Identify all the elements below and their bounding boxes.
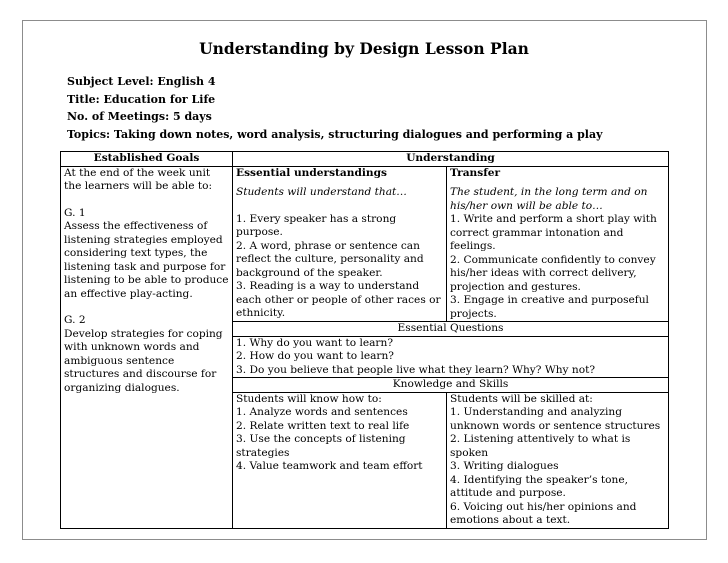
transfer-item: 2. Communicate confidently to convey his/her ideas with correct delivery, projection and gestures. (450, 253, 656, 293)
subject-level: Subject Level: English 4 (67, 75, 216, 88)
skilled-item: 3. Writing dialogues (450, 460, 559, 472)
know-item: 1. Analyze words and sentences (236, 406, 408, 418)
know-item: 4. Value teamwork and team effort (236, 460, 423, 472)
skilled-item: 1. Understanding and analyzing unknown words or sentence structures (450, 406, 661, 432)
goal-1-text: Assess the effectiveness of listening strategies employed considering text types, the listening task and purpose for listening to be able to produce an effective play-acting. (64, 220, 229, 300)
essential-item: 3. Reading is a way to understand each other or people of other races or ethnicity. (236, 280, 441, 319)
understanding-header: Understanding (233, 152, 669, 167)
essential-item: 2. A word, phrase or sentence can reflect the culture, personality and background of the speaker. (236, 239, 424, 279)
goal-1-label: G. 1 (64, 206, 86, 219)
lesson-title: Title: Education for Life (67, 92, 216, 106)
skilled-item: 2. Listening attentively to what is spoken (450, 433, 631, 459)
topics: Topics: Taking down notes, word analysis, structuring dialogues and performing a play (67, 127, 603, 141)
goal-2-text: Develop strategies for coping with unknown words and ambiguous sentence structures and discourse for organizing dialogues. (64, 327, 223, 394)
essential-intro: Students will understand that… (236, 186, 407, 198)
knowledge-skills-header: Knowledge and Skills (233, 378, 669, 393)
transfer-cell (447, 166, 669, 322)
questions-cell (233, 336, 669, 378)
skilled-item: 4. Identifying the speaker’s tone, attitude and purpose. (450, 473, 628, 499)
know-intro: Students will know how to: (236, 392, 382, 405)
goals-cell (61, 166, 233, 528)
transfer-intro: The student, in the long term and on his/her own will be able to… (450, 186, 648, 212)
transfer-item: 3. Engage in creative and purposeful projects. (450, 294, 649, 320)
skilled-item: 6. Voicing out his/her opinions and emotions about a text. (450, 500, 637, 526)
essential-understandings-header: Essential understandings (236, 166, 388, 179)
know-item: 2. Relate written text to real life (236, 419, 410, 432)
question-item: 1. Why do you want to learn? (236, 336, 393, 349)
lesson-meta (67, 73, 603, 143)
know-cell (233, 392, 447, 528)
transfer-header: Transfer (450, 166, 501, 179)
essential-item: 1. Every speaker has a strong purpose. (236, 212, 397, 238)
established-goals-header: Established Goals (61, 152, 233, 167)
skilled-intro: Students will be skilled at: (450, 392, 593, 405)
transfer-item: 1. Write and perform a short play with correct grammar intonation and feelings. (450, 213, 657, 252)
goals-intro: At the end of the week unit the learners will be able to: (64, 166, 213, 192)
understanding-row (61, 166, 669, 322)
skilled-cell (447, 392, 669, 528)
header-row (61, 152, 669, 167)
question-item: 3. Do you believe that people live what they learn? Why? Why not? (236, 363, 596, 376)
lesson-plan-table (60, 151, 669, 529)
question-item: 2. How do you want to learn? (236, 350, 394, 362)
essential-understandings-cell (233, 166, 447, 322)
know-item: 3. Use the concepts of listening strategies (236, 433, 406, 459)
essential-questions-header: Essential Questions (233, 322, 669, 337)
document-title: Understanding by Design Lesson Plan (199, 39, 529, 58)
meetings-count: No. of Meetings: 5 days (67, 110, 212, 123)
goal-2-label: G. 2 (64, 314, 86, 326)
